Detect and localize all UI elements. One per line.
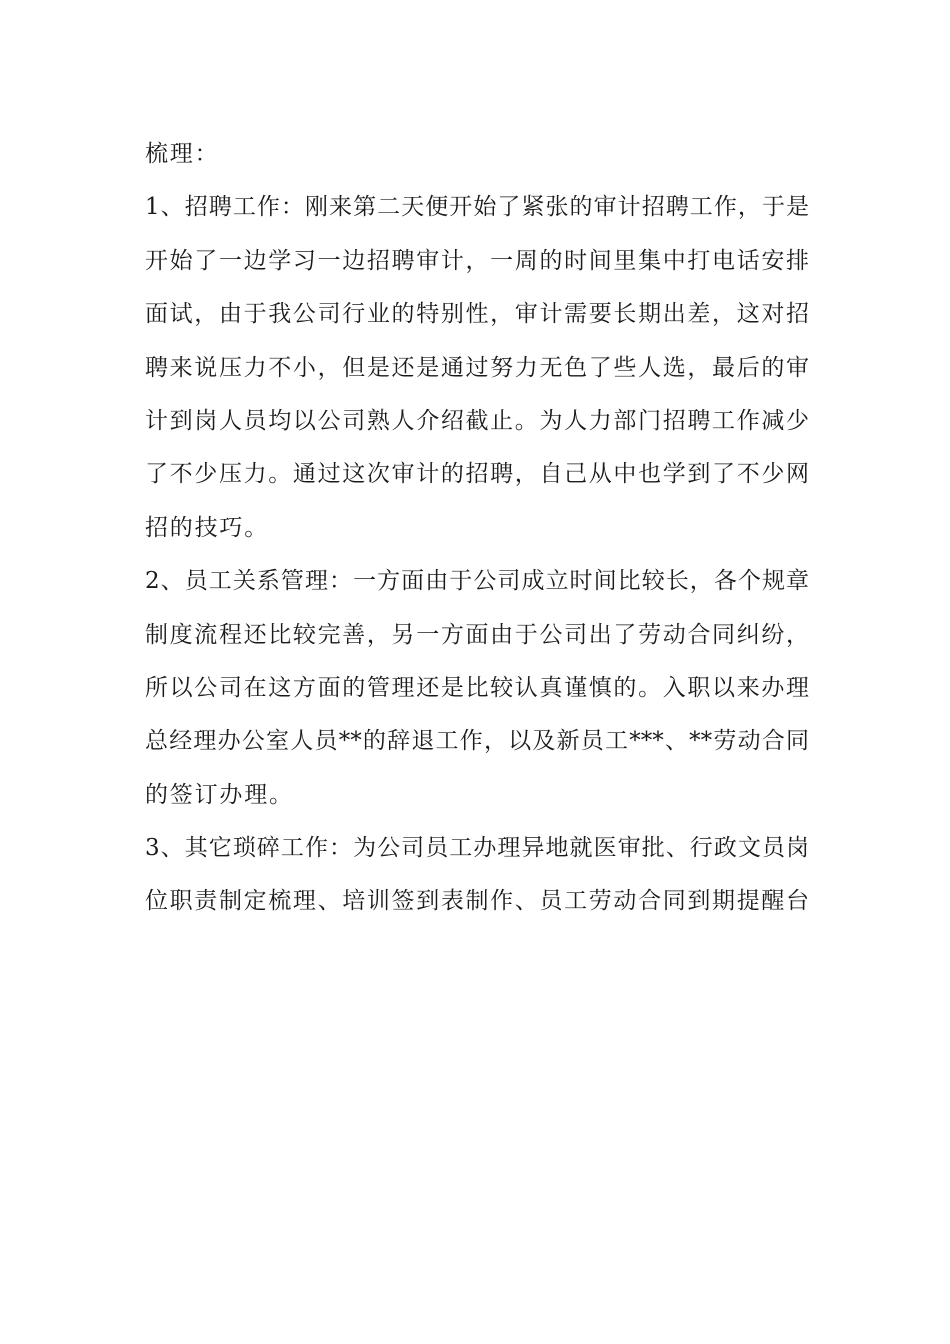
text-line: 招的技巧。: [145, 514, 269, 541]
text-line: 3、其它琐碎工作：为公司员工办理异地就医审批、行政文员岗: [145, 835, 809, 862]
text-line: 位职责制定梳理、培训签到表制作、员工劳动合同到期提醒台: [145, 888, 809, 915]
text-line: 面试，由于我公司行业的特别性，审计需要长期出差，这对招: [145, 301, 809, 328]
text-line: 了不少压力。通过这次审计的招聘，自己从中也学到了不少网: [145, 461, 809, 488]
text-line: 所以公司在这方面的管理还是比较认真谨慎的。入职以来办理: [145, 674, 809, 701]
text-line: 梳理：: [145, 141, 220, 167]
text-line: 2、员工关系管理：一方面由于公司成立时间比较长，各个规章: [145, 568, 809, 595]
document-body: [145, 128, 809, 929]
text-line: 制度流程还比较完善，另一方面由于公司出了劳动合同纠纷，: [145, 621, 809, 648]
text-line: 1、招聘工作：刚来第二天便开始了紧张的审计招聘工作，于是: [145, 194, 809, 221]
text-line: 计到岗人员均以公司熟人介绍截止。为人力部门招聘工作减少: [145, 407, 809, 434]
text-line: 聘来说压力不小，但是还是通过努力无色了些人选，最后的审: [145, 354, 809, 381]
text-line: 开始了一边学习一边招聘审计，一周的时间里集中打电话安排: [145, 247, 809, 274]
text-line: 的签订办理。: [145, 781, 294, 808]
text-line: 总经理办公室人员**的辞退工作，以及新员工***、**劳动合同: [145, 728, 809, 755]
